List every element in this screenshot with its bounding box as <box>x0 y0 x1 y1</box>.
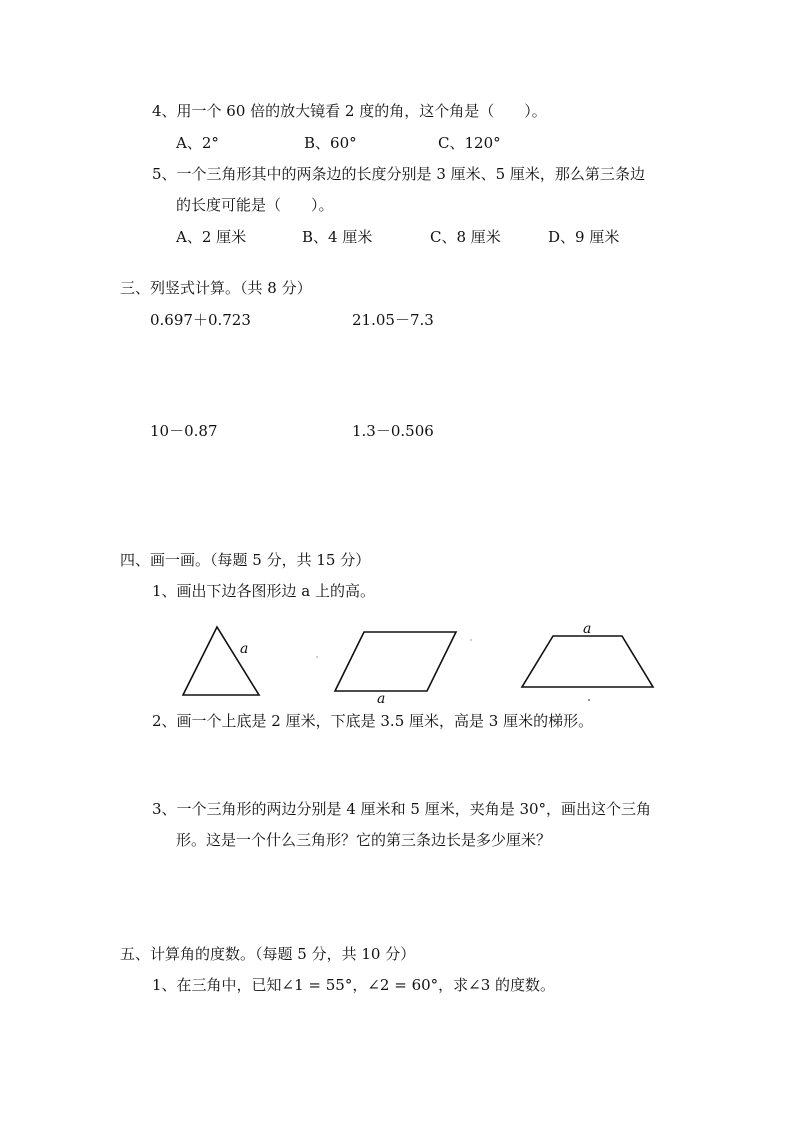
q5-option-a: A、2 厘米 <box>176 228 247 246</box>
section-5-heading: 五、计算角的度数。（每题 5 分，共 10 分） <box>120 945 416 963</box>
vertical-calc-3: 10－0.87 <box>150 422 218 440</box>
triangle-shape <box>183 627 259 695</box>
section-4-q1: 1、画出下边各图形边 a 上的高。 <box>152 582 376 600</box>
section-4-heading: 四、画一画。（每题 5 分，共 15 分） <box>120 551 371 569</box>
section-5-q1: 1、在三角中，已知∠1 = 55°，∠2 = 60°，求∠3 的度数。 <box>152 976 556 994</box>
section-3-heading: 三、列竖式计算。（共 8 分） <box>120 279 312 297</box>
q4-option-a: A、2° <box>176 134 219 152</box>
q5-option-b: B、4 厘米 <box>302 228 373 246</box>
section-4-q2: 2、画一个上底是 2 厘米，下底是 3.5 厘米，高是 3 厘米的梯形。 <box>152 712 594 730</box>
question-5-text-line1: 5、一个三角形其中的两条边的长度分别是 3 厘米、5 厘米，那么第三条边 <box>152 165 645 183</box>
question-5-text-line2: 的长度可能是（ ）。 <box>176 196 334 214</box>
q5-option-d: D、9 厘米 <box>548 228 620 246</box>
vertical-calc-2: 21.05－7.3 <box>352 311 434 329</box>
vertical-calc-4: 1.3－0.506 <box>352 422 434 440</box>
section-4-q3-line1: 3、一个三角形的两边分别是 4 厘米和 5 厘米，夹角是 30°，画出这个三角 <box>152 800 652 818</box>
q5-option-c: C、8 厘米 <box>430 228 501 246</box>
trapezoid-side-label: a <box>583 621 592 637</box>
q4-option-b: B、60° <box>304 134 357 152</box>
vertical-calc-1: 0.697＋0.723 <box>150 311 251 329</box>
parallelogram-side-label: a <box>377 691 386 707</box>
trapezoid-shape <box>522 636 653 687</box>
triangle-side-label: a <box>240 641 249 657</box>
q4-option-c: C、120° <box>438 134 501 152</box>
question-4-text: 4、用一个 60 倍的放大镜看 2 度的角，这个角是（ ）。 <box>152 102 547 120</box>
section-4-q3-line2: 形。这是一个什么三角形？它的第三条边长是多少厘米？ <box>176 831 552 849</box>
parallelogram-shape <box>335 632 456 691</box>
